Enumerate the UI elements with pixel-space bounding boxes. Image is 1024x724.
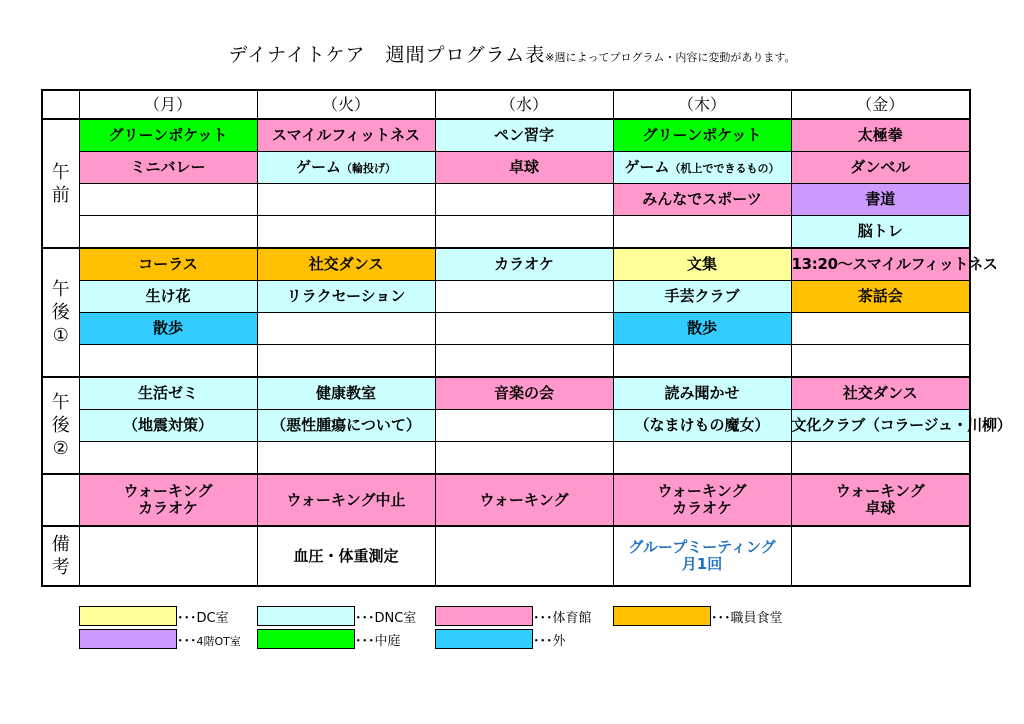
cell-pm1-fri-3	[791, 313, 970, 345]
period-remarks	[42, 526, 79, 586]
tue-game-sub: （輪投げ）	[341, 161, 396, 175]
period-pm2	[42, 377, 79, 474]
title-note: ※週によってプログラム・内容に変動があります。	[545, 51, 796, 64]
cell-am-thu-2	[613, 152, 791, 184]
legend-item-staff-cafeteria	[613, 606, 863, 626]
cell-pm1-tue-3	[257, 313, 435, 345]
cell-am-fri-1: 太極拳	[791, 119, 970, 152]
cell-eve-fri	[791, 474, 970, 526]
legend-swatch	[435, 606, 533, 626]
cell-am-mon-3	[79, 184, 257, 216]
cell-pm2-wed-3	[435, 442, 613, 475]
cell-am-tue-4	[257, 216, 435, 249]
cell-am-wed-1: ペン習字	[435, 119, 613, 152]
table-row	[42, 216, 970, 249]
cell-pm1-wed-4	[435, 345, 613, 378]
legend-item-outside	[435, 629, 685, 649]
cell-am-wed-3	[435, 184, 613, 216]
cell-rem-tue: 血圧・体重測定	[257, 526, 435, 586]
cell-pm2-mon-3	[79, 442, 257, 475]
legend-label: ･･･外	[533, 634, 566, 649]
table-row	[42, 442, 970, 475]
cell-pm1-fri-4	[791, 345, 970, 378]
cell-pm2-thu-2: （なまけもの魔女）	[613, 410, 791, 442]
cell-pm1-mon-1: コーラス	[79, 248, 257, 281]
cell-pm1-fri-2: 茶話会	[791, 281, 970, 313]
cell-am-fri-3: 書道	[791, 184, 970, 216]
legend-label: ･･･DC室	[177, 611, 229, 626]
cell-am-wed-4	[435, 216, 613, 249]
cell-pm2-tue-2: （悪性腫瘍について）	[257, 410, 435, 442]
eve-mon-line1: ウォーキング	[123, 482, 213, 500]
legend-swatch	[79, 606, 177, 626]
day-mon: （月）	[79, 90, 257, 119]
day-fri: （金）	[791, 90, 970, 119]
thu-game-sub: （机上でできるもの）	[669, 161, 780, 175]
cell-pm1-mon-2: 生け花	[79, 281, 257, 313]
cell-eve-wed: ウォーキング	[435, 474, 613, 526]
thu-game-main: ゲーム	[624, 157, 670, 176]
period-am-label: 午 前	[51, 161, 70, 206]
table-row	[42, 248, 970, 281]
eve-thu-line1: ウォーキング	[657, 482, 747, 500]
cell-am-thu-1: グリーンポケット	[613, 119, 791, 152]
cell-pm2-tue-3	[257, 442, 435, 475]
cell-pm1-tue-2: リラクセーション	[257, 281, 435, 313]
cell-pm2-fri-2: 文化クラブ（コラージュ・川柳）	[791, 410, 970, 442]
cell-rem-thu	[613, 526, 791, 586]
legend-label: ･･･中庭	[355, 634, 401, 649]
cell-rem-mon	[79, 526, 257, 586]
table-row	[42, 119, 970, 152]
cell-pm1-fri-1: 13:20～スマイルフィットネス	[791, 248, 970, 281]
cell-pm1-mon-3: 散歩	[79, 313, 257, 345]
table-row	[42, 345, 970, 378]
header-row	[42, 90, 970, 119]
legend-label: ･･･DNC室	[355, 611, 417, 626]
cell-pm1-wed-3	[435, 313, 613, 345]
cell-am-thu-3: みんなでスポーツ	[613, 184, 791, 216]
corner-cell	[42, 90, 79, 119]
eve-fri-line2: 卓球	[865, 499, 896, 517]
eve-thu-line2: カラオケ	[672, 499, 732, 517]
day-wed: （水）	[435, 90, 613, 119]
cell-pm1-tue-4	[257, 345, 435, 378]
cell-pm2-thu-1: 読み聞かせ	[613, 377, 791, 410]
cell-pm2-tue-1: 健康教室	[257, 377, 435, 410]
cell-am-thu-4	[613, 216, 791, 249]
table-row	[42, 152, 970, 184]
cell-pm1-wed-2	[435, 281, 613, 313]
period-pm2-label: 午 後 ②	[51, 392, 70, 459]
cell-eve-thu	[613, 474, 791, 526]
legend-swatch	[613, 606, 711, 626]
table-row	[42, 526, 970, 586]
title-main: デイナイトケア 週間プログラム表	[228, 44, 546, 66]
eve-fri-line1: ウォーキング	[835, 482, 925, 500]
period-remarks-label: 備 考	[51, 534, 70, 578]
cell-pm2-wed-1: 音楽の会	[435, 377, 613, 410]
legend-label: ･･･体育館	[533, 611, 592, 626]
cell-pm2-fri-3	[791, 442, 970, 475]
cell-am-tue-2	[257, 152, 435, 184]
cell-pm1-thu-3: 散歩	[613, 313, 791, 345]
cell-pm1-thu-4	[613, 345, 791, 378]
cell-pm1-thu-2: 手芸クラブ	[613, 281, 791, 313]
period-pm1	[42, 248, 79, 377]
cell-pm2-fri-1: 社交ダンス	[791, 377, 970, 410]
cell-rem-fri	[791, 526, 970, 586]
cell-am-mon-2: ミニバレー	[79, 152, 257, 184]
cell-am-mon-4	[79, 216, 257, 249]
cell-am-mon-1: グリーンポケット	[79, 119, 257, 152]
cell-am-tue-3	[257, 184, 435, 216]
table-row	[42, 281, 970, 313]
cell-am-tue-1: スマイルフィットネス	[257, 119, 435, 152]
cell-pm1-mon-4	[79, 345, 257, 378]
cell-eve-tue: ウォーキング中止	[257, 474, 435, 526]
legend-ot-text: 4階OT室	[196, 635, 241, 648]
legend-label: ･･･職員食堂	[711, 611, 783, 626]
cell-pm1-thu-1: 文集	[613, 248, 791, 281]
period-am	[42, 119, 79, 248]
page-title	[0, 40, 1024, 67]
rem-thu-line2: 月1回	[681, 555, 723, 573]
table-row	[42, 313, 970, 345]
cell-pm2-mon-2: （地震対策）	[79, 410, 257, 442]
cell-pm2-mon-1: 生活ゼミ	[79, 377, 257, 410]
tue-game-main: ゲーム	[295, 157, 341, 176]
schedule-table	[41, 89, 1012, 587]
cell-pm2-wed-2	[435, 410, 613, 442]
cell-am-fri-2: ダンベル	[791, 152, 970, 184]
legend-swatch	[257, 606, 355, 626]
legend-swatch	[257, 629, 355, 649]
table-row	[42, 377, 970, 410]
cell-rem-wed	[435, 526, 613, 586]
day-tue: （火）	[257, 90, 435, 119]
eve-mon-line2: カラオケ	[138, 499, 198, 517]
legend-swatch	[79, 629, 177, 649]
period-pm1-label: 午 後 ①	[51, 279, 70, 346]
rem-thu-line1: グループミーティング	[628, 538, 776, 556]
table-row	[42, 474, 970, 526]
cell-pm1-wed-1: カラオケ	[435, 248, 613, 281]
cell-pm2-thu-3	[613, 442, 791, 475]
cell-pm1-tue-1: 社交ダンス	[257, 248, 435, 281]
cell-eve-mon	[79, 474, 257, 526]
legend-label	[177, 630, 241, 649]
period-evening	[42, 474, 79, 526]
legend-prefix: ･･･	[177, 634, 197, 649]
cell-am-fri-4: 脳トレ	[791, 216, 970, 249]
cell-am-wed-2: 卓球	[435, 152, 613, 184]
day-thu: （木）	[613, 90, 791, 119]
table-row	[42, 410, 970, 442]
legend-swatch	[435, 629, 533, 649]
table-row	[42, 184, 970, 216]
